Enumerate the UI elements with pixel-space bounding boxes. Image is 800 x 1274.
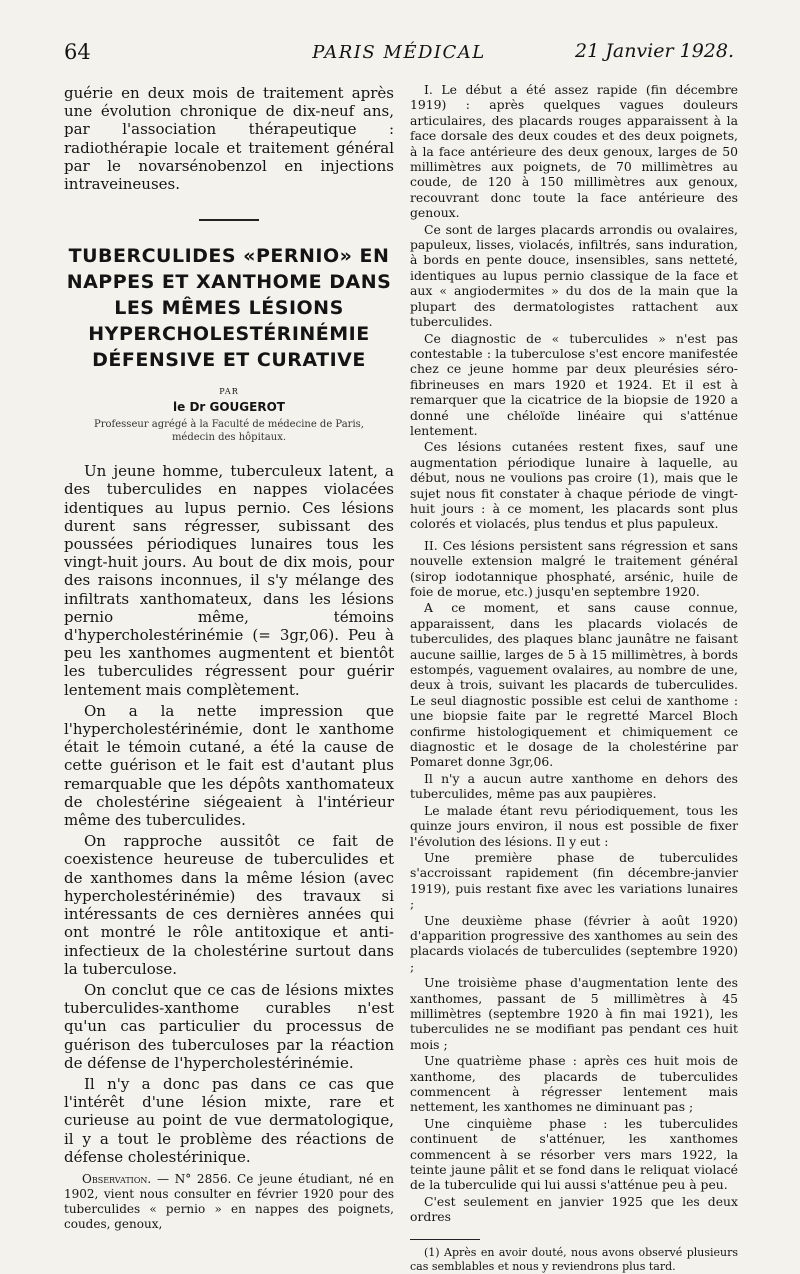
title-line: NAPPES ET XANTHOME DANS — [66, 271, 392, 294]
intro-paragraph: guérie en deux mois de traitement après une évolution chronique de dix-neuf ans, par l'association thérapeutique : radiothérapie locale et traitement général par le novarsénobenzol en injections intraveineuses. — [64, 84, 394, 194]
body-paragraph: On rapproche aussitôt ce fait de coexistence heureuse de tuberculides et de xanthomes dans la même lésion (avec hypercholestérinémie) des travaux si intéressants de ces dernières années qui ont montré le rôle antitoxique et anti-infectieux de la cholestérine surtout dans la tuberculose. — [64, 832, 394, 978]
journal-title: PARIS MÉDICAL — [312, 42, 486, 63]
observation-label: Observation. — [82, 1171, 152, 1186]
body-paragraph: C'est seulement en janvier 1925 que les deux ordres — [410, 1193, 738, 1225]
phase-paragraph: Une cinquième phase : les tuberculides continuent de s'atténuer, les xanthomes commencent à se résorber vers mars 1922, la teinte jaune pâlit et se fond dans le reliquat violacé de la tuberculide qui lui aussi s'atténue peu à peu. — [410, 1115, 738, 1193]
body-paragraph: On a la nette impression que l'hypercholestérinémie, dont le xanthome était le témoin cutané, a été la cause de cette guérison et le fait est d'autant plus remarquable que les dépôts xanthomateux de cholestérine siégeaient à l'intérieur même des tuberculides. — [64, 701, 394, 830]
byline-par: PAR — [219, 387, 239, 397]
article-title — [64, 243, 394, 373]
phase-paragraph: Une quatrième phase : après ces huit mois de xanthome, des placards de tuberculides commencent à régresser lentement mais nettement, les xanthomes ne diminuant pas ; — [410, 1053, 738, 1115]
body-paragraph: Le malade étant revu périodiquement, tous les quinze jours environ, il nous est possible de fixer l'évolution des lésions. Il y eut : — [410, 802, 738, 849]
body-paragraph: II. Ces lésions persistent sans régression et sans nouvelle extension malgré le traitement général (sirop iodotannique phosphaté, arsénic, huile de foie de morue, etc.) jusqu'en septembre 1920. — [410, 537, 738, 599]
body-paragraph: Il n'y a donc pas dans ce cas que l'intérêt d'une lésion mixte, rare et curieuse au point de vue dermatologique, il y a tout le problème des réactions de défense cholestérinique. — [64, 1074, 394, 1166]
left-column — [64, 84, 394, 1232]
phase-paragraph: Une première phase de tuberculides s'accroissant rapidement (fin décembre-janvier 1919), puis restant fixe avec les variations lunaires ; — [410, 849, 738, 912]
observation-paragraph — [64, 1172, 394, 1232]
issue-date: 21 Janvier 1928. — [575, 40, 734, 62]
body-paragraph: Ce diagnostic de « tuberculides » n'est pas contestable : la tuberculose s'est encore manifestée chez ce jeune homme par deux pleurésies séro-fibrineuses en mars 1920 et 1924. Et il est à remarquer que la cicatrice de la biopsie de 1920 a donné une chéloïde linéaire qui s'atténue lentement. — [410, 330, 738, 438]
body-paragraph: On conclut que ce cas de lésions mixtes tuberculides-xanthome curables n'est qu'un cas particulier du processus de guérison des tuberculoses par la réaction de défense de l'hypercholestérinémie. — [64, 980, 394, 1072]
body-paragraph: A ce moment, et sans cause connue, apparaissent, dans les placards violacés de tuberculides, des plaques blanc jaunâtre ne faisant aucune saillie, larges de 5 à 15 millimètres, à bords estompés, vaguement ovalaires, au nombre de une, deux à trois, suivant les placards de tuberculides. Le seul diagnostic possible est celui de xanthome : une biopsie faite par le regretté Marcel Bloch confirme histologiquement et chimiquement ce diagnostic et le dosage de la cholestérine par Pomaret donne 3gr,06. — [410, 600, 738, 770]
page-header — [64, 40, 734, 70]
title-line: DÉFENSIVE ET CURATIVE — [92, 349, 366, 372]
right-column — [410, 82, 738, 1274]
footnote: (1) Après en avoir douté, nous avons observé plusieurs cas semblables et nous y reviendrons plus tard. — [410, 1245, 738, 1273]
author-affiliation: Professeur agrégé à la Faculté de médecine de Paris, médecin des hôpitaux. — [94, 419, 364, 444]
body-paragraph: Ces lésions cutanées restent fixes, sauf une augmentation périodique lunaire à laquelle, au début, nous ne voulions pas croire (1), mais que le sujet nous fit constater à chaque période de vingt-huit jours : à ce moment, les placards sont plus colorés et violacés, plus tendus et plus papuleux. — [410, 439, 738, 532]
title-line: TUBERCULIDES «PERNIO» EN — [68, 245, 390, 268]
observation-text: — N° 2856. Ce jeune étudiant, né en 1902, vient nous consulter en février 1920 pour des tuberculides « pernio » en nappes des poignets, coudes, genoux, — [64, 1171, 394, 1231]
footnote-divider — [410, 1239, 480, 1240]
phase-paragraph: Une deuxième phase (février à août 1920) d'apparition progressive des xanthomes au sein des placards violacés de tuberculides (septembre 1920) ; — [410, 912, 738, 974]
body-paragraph: Un jeune homme, tuberculeux latent, a des tuberculides en nappes violacées identiques au lupus pernio. Ces lésions durent sans régresser, subissant des poussées périodiques lunaires tous les vingt-huit jours. Au bout de dix mois, pour des raisons inconnues, il s'y mélange des infiltrats xanthomateux, dans les lésions pernio même, témoins d'hypercholestérinémie (= 3gr,06). Peu à peu les xanthomes augmentent et bientôt les tuberculides régressent pour guérir lentement mais complètement. — [64, 462, 394, 699]
author-name: le Dr GOUGEROT — [173, 400, 285, 415]
section-divider — [199, 219, 259, 221]
body-paragraph: Ce sont de larges placards arrondis ou ovalaires, papuleux, lisses, violacés, infiltrés, sans induration, à bords en pente douce, insensibles, sans netteté, identiques au lupus pernio classique de la face et aux « angiodermites » du dos de la main que la plupart des dermatologistes rattachent aux tuberculides. — [410, 221, 738, 330]
body-paragraph: I. Le début a été assez rapide (fin décembre 1919) : après quelques vagues douleurs articulaires, des placards rouges apparaissent à la face dorsale des deux coudes et des deux poignets, à la face antérieure des deux genoux, larges de 50 millimètres aux poignets, de 70 millimètres au coude, de 120 à 150 millimètres aux genoux, recouvrant donc toute la face antérieure des genoux. — [410, 82, 738, 221]
body-paragraph: Il n'y a aucun autre xanthome en dehors des tuberculides, même pas aux paupières. — [410, 770, 738, 802]
title-line: LES MÊMES LÉSIONS — [114, 297, 344, 320]
page-number: 64 — [64, 40, 91, 64]
title-line: HYPERCHOLESTÉRINÉMIE — [88, 323, 370, 346]
phase-paragraph: Une troisième phase d'augmentation lente des xanthomes, passant de 5 millimètres à 45 millimètres (septembre 1920 à fin mai 1921), les tuberculides ne se modifiant pas pendant ces huit mois ; — [410, 975, 738, 1052]
